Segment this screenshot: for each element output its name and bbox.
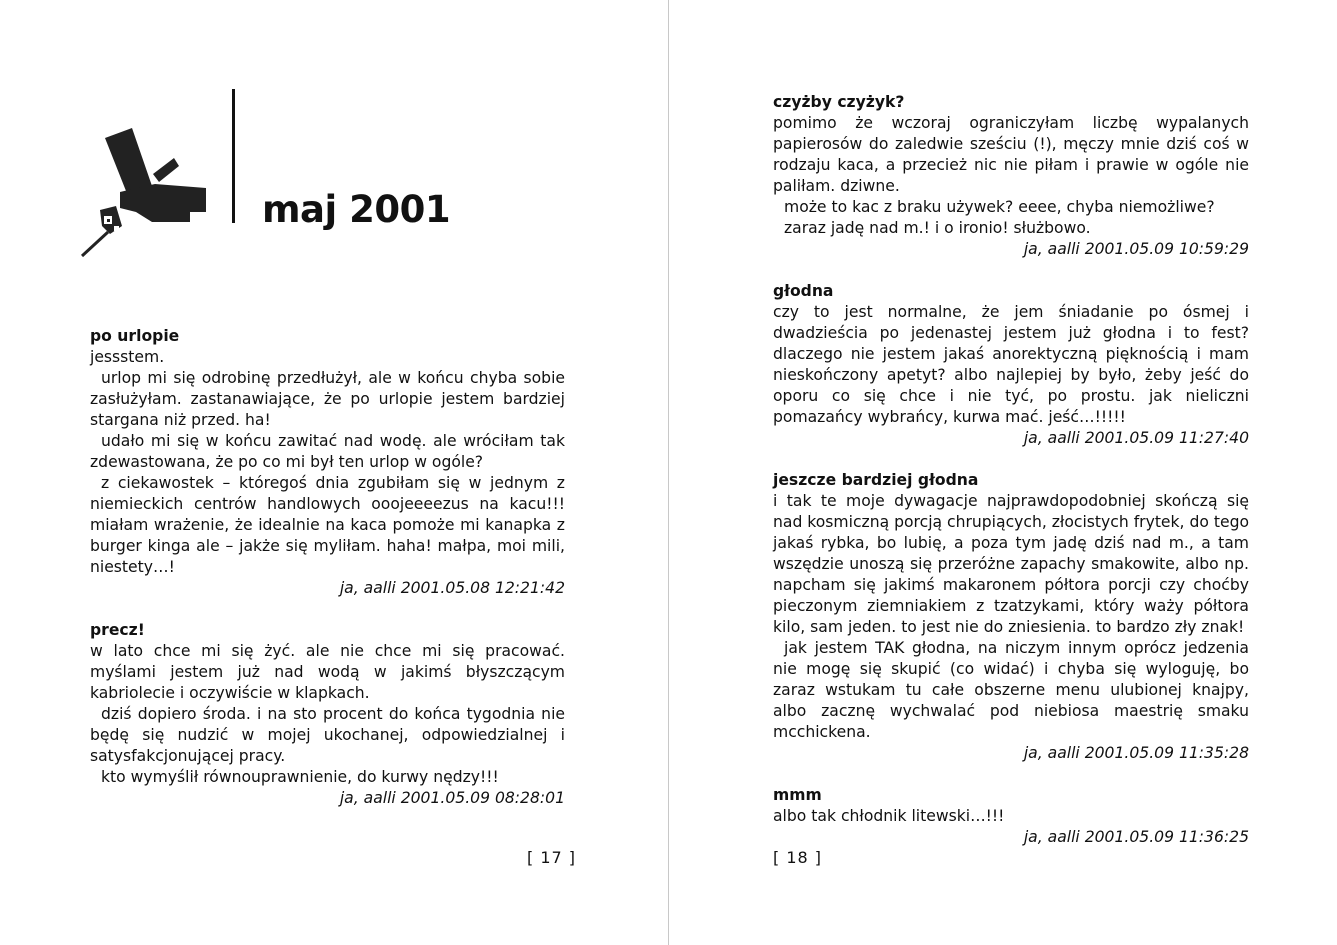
entry-title: głodna [773,282,834,300]
entry-signature: ja, aalli 2001.05.09 08:28:01 [339,789,565,807]
entry-paragraph: pomimo że wczoraj ograniczyłam liczbę wypalanych papierosów do zaledwie sześciu (!), męczy mnie dziś coś w rodzaju kaca, a przecież nic nie piłam i prawie w ogóle nie paliłam. dziwne. [773,114,1249,195]
entry-paragraph: zaraz jadę nad m.! i o ironio! służbowo. [784,219,1091,237]
entry-paragraph: w lato chce mi się żyć. ale nie chce mi się pracować. myślami jestem już nad wodą w jakimś błyszczącym kabriolecie i oczywiście w klapkach. [90,642,565,702]
title-divider [232,89,235,223]
entry-paragraph: jak jestem TAK głodna, na niczym innym oprócz jedzenia nie mogę się skupić (co widać) i chyba się wyloguję, bo zaraz wstukam tu całe obszerne menu ulubionej knajpy, albo zacznę wychwalać pod niebiosa maestrię smaku mcchickena. [773,639,1249,741]
diary-entry [90,620,565,809]
entry-paragraph: i tak te moje dywagacje najprawdopodobniej skończą się nad kosmiczną porcją chrupiących, złocistych frytek, do tego jakaś rybka, bo lubię, a poza tym jadę dziś nad m., a tam wszędzie unoszą się przeróżne zapachy smakowite, albo np. napcham się jakimś makaronem półtora porcji czy choćby pieczonym ziemniakiem z tzatzykami, który waży półtora kilo, sam jeden. to jest nie do zniesienia. to bardzo zły znak! [773,492,1250,636]
entry-paragraph: może to kac z braku używek? eeee, chyba niemożliwe? [784,198,1215,216]
left-page [0,0,668,945]
diary-entry [773,785,1249,848]
entry-signature: ja, aalli 2001.05.09 11:27:40 [1023,429,1249,447]
left-column [90,326,565,830]
entry-paragraph: dziś dopiero środa. i na sto procent do końca tygodnia nie będę się nudzić w mojej ukochanej, odpowiedzialnej i satysfakcjonującej pracy. [90,705,565,765]
entry-signature: ja, aalli 2001.05.08 12:21:42 [339,579,565,597]
diary-entry [773,92,1249,260]
page-number: [ 18 ] [773,848,823,867]
entry-paragraph: czy to jest normalne, że jem śniadanie po ósmej i dwadzieścia po jedenastej jestem już głodna i to fest? dlaczego nie jestem jakaś anorektyczną pięknością i mam nieskończony apetyt? albo najlepiej by było, żeby jeść do oporu co się chce i nie tyć, po prostu. jak nieliczni pomazańcy wybrańcy, kurwa mać. jeść…!!!!! [773,303,1249,426]
right-page [669,0,1337,945]
entry-paragraph: z ciekawostek – któregoś dnia zgubiłam się w jednym z niemieckich centrów handlowych ooojeeeezus na kacu!!! miałam wrażenie, że idealnie na kaca pomoże mi kanapka z burger kinga ale – jakże się myliłam. haha! małpa, moi mili, niestety…! [90,474,565,576]
month-title: maj 2001 [262,188,451,231]
entry-signature: ja, aalli 2001.05.09 11:36:25 [1023,828,1249,846]
diary-entry [773,470,1249,764]
entry-title: precz! [90,621,145,639]
right-column [773,92,1249,869]
entry-paragraph: albo tak chłodnik litewski…!!! [773,807,1005,825]
entry-signature: ja, aalli 2001.05.09 11:35:28 [1023,744,1249,762]
diary-entry [90,326,565,599]
entry-title: jeszcze bardziej głodna [773,471,979,489]
entry-paragraph: kto wymyślił równouprawnienie, do kurwy nędzy!!! [101,768,499,786]
page-number: [ 17 ] [527,848,577,867]
entry-title: po urlopie [90,327,180,345]
entry-title: czyżby czyżyk? [773,93,905,111]
bird-logo-icon [80,126,210,258]
entry-paragraph: urlop mi się odrobinę przedłużył, ale w końcu chyba sobie zasłużyłam. zastanawiające, że po urlopie jestem bardziej stargana niż przed. ha! [90,369,565,429]
entry-signature: ja, aalli 2001.05.09 10:59:29 [1023,240,1249,258]
diary-entry [773,281,1249,449]
entry-paragraph: jessstem. [90,348,165,366]
entry-title: mmm [773,786,822,804]
entry-paragraph: udało mi się w końcu zawitać nad wodę. ale wróciłam tak zdewastowana, że po co mi był ten urlop w ogóle? [90,432,565,471]
